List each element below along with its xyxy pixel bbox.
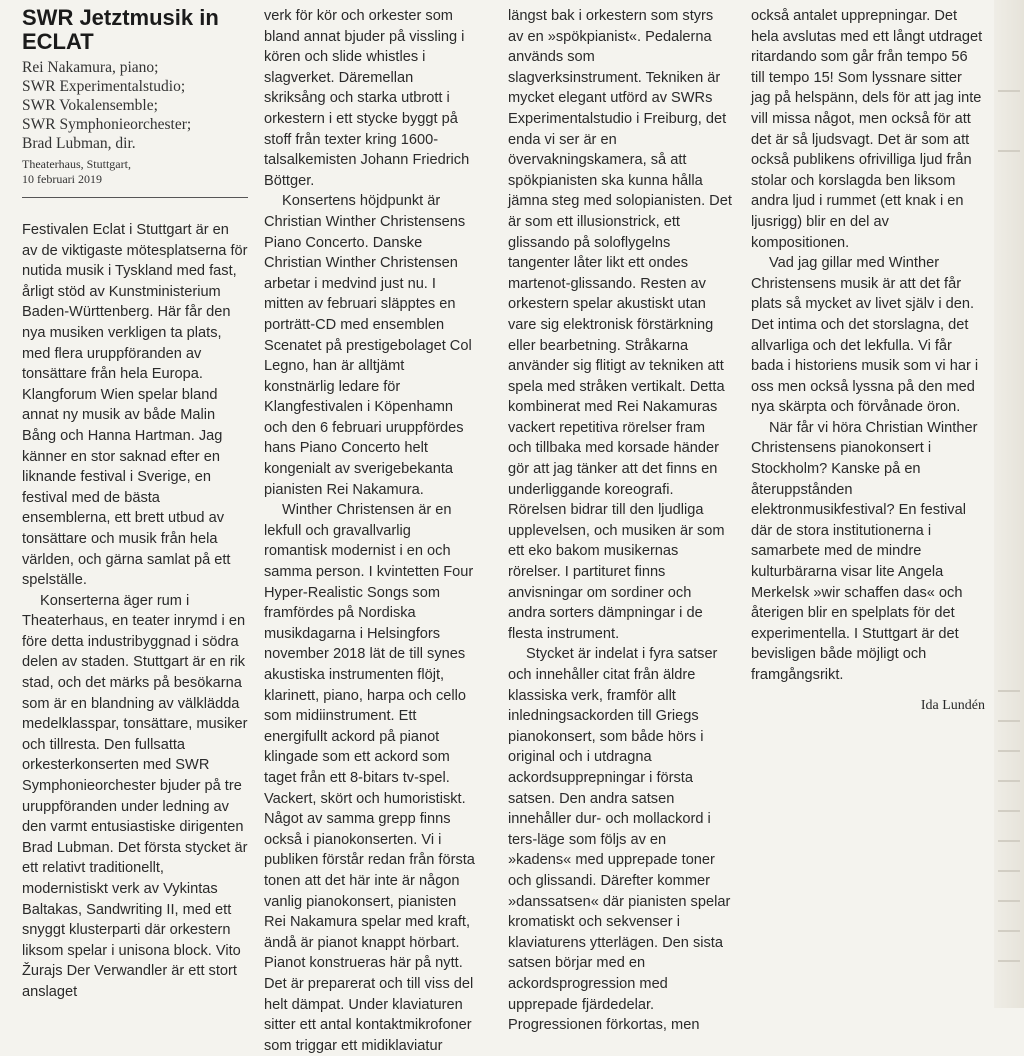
column-4 [751,6,985,714]
paragraph: Konserterna äger rum i Theaterhaus, en teater inrymd i en före detta industribyggnad i södra delen av staden. Stuttgart är en rik stad, och det märks på besökarna som är en blandning av välklädda medelklasspar, tonsättare, musiker och tillresta. Den fullsatta orkesterkonserten med SWR Symphonieorchester bjuder på tre uruppföranden under ledning av den varmt entusiastiske dirigenten Brad Lubman. Det första stycket är ett relativt traditionellt, modernistiskt verk av Vykintas Baltakas, Sandwriting II, med ett snyggt klusterparti där orkestern liksom spelar i unisona block. Vito Žurajs Der Verwandler är ett stort anslaget [22,592,248,1000]
performer-line: SWR Symphonieorchester; [22,116,192,133]
performer-line: Rei Nakamura, piano; [22,59,159,76]
paragraph: längst bak i orkestern som styrs av en »spökpianist«. Pedalerna används som slagverksinstrument. Tekniken är mycket elegant utförd av SWRs Experimentalstudio i Freiburg, det enda vi ser är en övervakningskamera, så att spökpianisten ska kunna hålla jämna steg med solopianisten. Det är som ett illusionstrick, ett glissando på soloflygelns tangenter låter likt ett ondes martenot-glissando. Resten av orkestern spelar akustiskt utan vare sig elektronisk förstärkning eller bearbetning. Stråkarna använder sig flitigt av tekniken att spela med stråken vertikalt. Detta kombinerat med Rei Nakamuras vackert repetitiva rörelser fram och tillbaka med korsade händer gör att jag tänker att det finns en underliggande koreografi. Rörelsen bidrar till den ljudliga upplevelsen, och musiken är som ett eko bakom musikernas rörelser. I partituret finns anvisningar om sordiner och andra sorters dämpningar i de flesta instrument. [508,8,732,642]
column-3 [508,6,732,1036]
next-page-edge [994,0,1024,1008]
venue-info [22,157,248,187]
paragraph: Winther Christensen är en lekfull och gravallvarlig romantisk modernist i en och samma person. I kvintetten Four Hyper-Realistic Songs som framfördes på Nordiska musikdagarna i Helsingfors november 2018 lät de till synes akustiska instrumenten flöjt, klarinett, piano, harpa och cello som midiinstrument. Ett energifullt ackord på pianot klingade som ett ackord som taget från ett 8-bitars tv-spel. Vackert, skört och humoristiskt. Något av samma grepp finns också i pianokonserten. Vi i publiken förstår redan från första tonen att det här inte är någon vanlig pianokonsert, pianisten Rei Nakamura spelar med kraft, ändå är pianot knappt hörbart. Pianot konstrueras här på nytt. Det är preparerat och till viss del helt dämpat. Under klaviaturen sitter ett antal kontaktmikrofoner som triggar ett midiklaviatur [264,502,475,1054]
paragraph: Festivalen Eclat i Stuttgart är en av de viktigaste mötesplatserna för nutida musik i Tyskland med fast, årligt stöd av Kunstministerium Baden-Württenberg. Här får den nya musiken verkligen ta plats, med flera uruppföranden av tonsättare från hela Europa. Klangforum Wien spelar bland annat ny musik av både Malin Bång och Hanna Hartman. Jag känner en stor saknad efter en liknande festival i Sverige, en festival med de bästa ensemblerna, ett brett utbud av tonsättare och musik från hela världen, och gärna samlat på ett spelställe. [22,222,248,589]
paragraph: Konsertens höjdpunkt är Christian Winther Christensens Piano Concerto. Danske Christian Winther Christensen arbetar i medvind just nu. I mitten av februari släpptes en porträtt-CD med ensemblen Scenatet på prestigebolaget Col Legno, han är alltjämt konstnärlig ledare för Klangfestivalen i Köpenhamn och den 6 februari uruppfördes hans Piano Concerto helt kongenialt av sverigebekanta pianisten Rei Nakamura. [264,193,472,498]
article-title: SWR Jetztmusik in ECLAT [22,5,219,54]
performer-line: Brad Lubman, dir. [22,135,136,152]
performer-line: SWR Experimentalstudio; [22,78,186,95]
concert-date: 10 februari 2019 [22,172,102,186]
column-2 [264,6,478,1056]
paragraph: Stycket är indelat i fyra satser och innehåller citat från äldre klassiska verk, framför allt inledningsackorden till Griegs pianokonsert, som både hörs i original och i utdragna ackordsupprepningar i första satsen. Den andra satsen innehåller dur- och mollackord i ters-läge som följs av en »kadens« med upprepade toner och glissandi. Därefter kommer »danssatsen« där pianisten spelar kromatiskt och sekvenser i klaviaturens ytterlägen. Den sista satsen börjar med en ackordsprogression med upprepade fjärdedelar. Progressionen förkortas, men [508,646,731,1034]
performer-line: SWR Vokalensemble; [22,97,158,114]
venue: Theaterhaus, Stuttgart, [22,157,131,171]
performer-list [22,58,248,153]
author-signature: Ida Lundén [920,697,985,713]
header-divider [22,197,248,198]
paragraph: också antalet upprepningar. Det hela avslutas med ett långt utdraget ritardando som går från tempo 56 till tempo 15! Som lyssnare sitter jag på helspänn, dels för att jag inte vill missa något, men också för att det är så ljudsvagt. Det är som att också publikens ofrivilliga ljud från stolar och korslagda ben liksom andra ljud i rummet (ett knak i en ljusrigg) blir en del av kompositionen. [751,8,983,251]
paragraph: När får vi höra Christian Winther Christensens pianokonsert i Stockholm? Kanske på en återuppstånden elektronmusikfestival? En festival där de stora institutionerna i samarbete med de mindre kulturbärarna visar lite Angela Merkelsk »wir schaffen das« och återigen blir en spelplats för det experimentella. I Stuttgart är det bevisligen både möjligt och framgångsrikt. [751,419,978,683]
paragraph: Vad jag gillar med Winther Christensens musik är att det får plats så mycket av livet själv i den. Det intima och det storslagna, det allvarliga och det lekfulla. Vi får bada i historiens musik som vi har i oss men också lyssna på den med nya skärpta och förvånade öron. [751,255,979,416]
column-1 [22,0,248,1003]
paragraph: verk för kör och orkester som bland annat bjuder på vissling i kören och slide whistles i slagverket. Däremellan skriksång och starka utbrott i orkestern i ett stycke byggt på stoff från texter kring 1600-talsalkemisten Johann Friedrich Böttger. [264,8,470,189]
